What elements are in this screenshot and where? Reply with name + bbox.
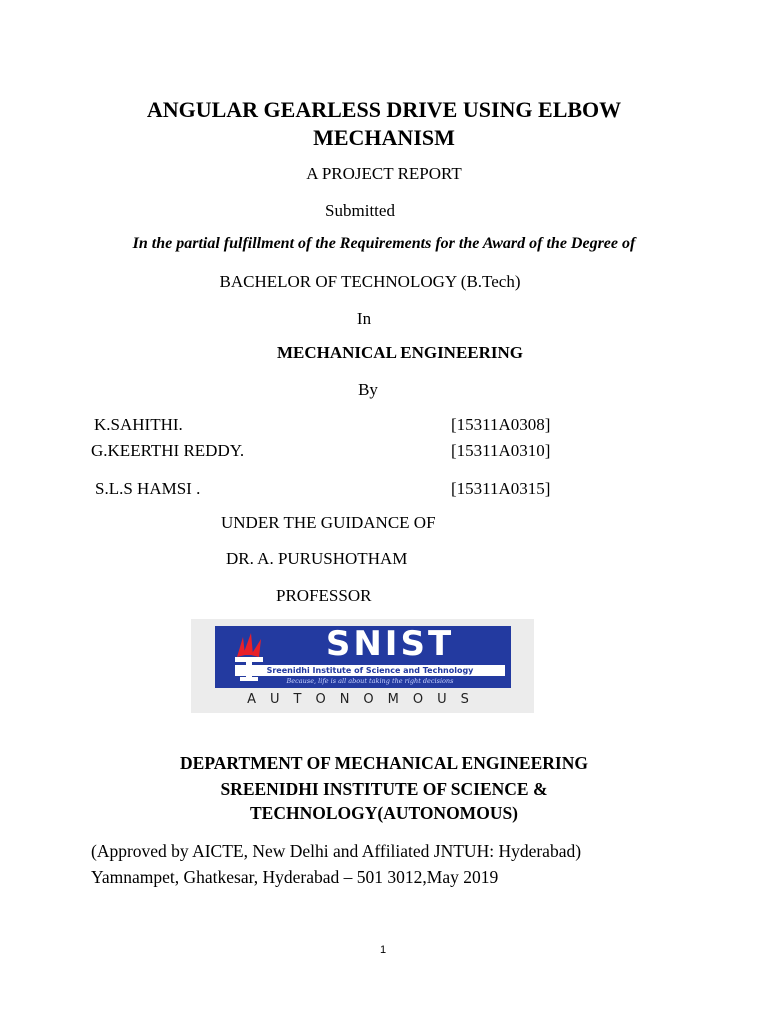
student-name: G.KEERTHI REDDY. <box>91 441 245 460</box>
logo-tagline: Because, life is all about taking the right decisions <box>286 677 454 685</box>
department-line-1: DEPARTMENT OF MECHANICAL ENGINEERING <box>180 753 588 773</box>
student-roll: [15311A0310] <box>451 441 551 460</box>
submitted-label: Submitted <box>325 201 395 220</box>
guide-designation: PROFESSOR <box>276 586 372 605</box>
student-name: S.L.S HAMSI . <box>95 479 201 498</box>
logo-institute-name: Sreenidhi Institute of Science and Technology <box>235 665 505 676</box>
page-number: 1 <box>380 944 387 956</box>
report-title-line-1: ANGULAR GEARLESS DRIVE USING ELBOW <box>146 97 622 122</box>
approval-line: (Approved by AICTE, New Delhi and Affiliated JNTUH: Hyderabad) <box>91 841 582 861</box>
department-line-2: SREENIDHI INSTITUTE OF SCIENCE & <box>220 779 548 799</box>
student-roll: [15311A0308] <box>451 415 551 434</box>
student-roll: [15311A0315] <box>451 479 551 498</box>
guidance-label: UNDER THE GUIDANCE OF <box>221 513 436 532</box>
report-title-line-2: MECHANISM <box>313 125 455 150</box>
snist-logo <box>191 619 534 713</box>
logo-wordmark: SNIST <box>325 624 455 664</box>
address-line: Yamnampet, Ghatkesar, Hyderabad – 501 3012,May 2019 <box>91 867 499 887</box>
department-line-3: TECHNOLOGY(AUTONOMOUS) <box>249 803 519 823</box>
student-name: K.SAHITHI. <box>94 415 183 434</box>
guide-name: DR. A. PURUSHOTHAM <box>226 549 408 568</box>
by-label: By <box>358 380 378 399</box>
branch-name: MECHANICAL ENGINEERING <box>276 343 524 362</box>
report-type: A PROJECT REPORT <box>306 164 462 183</box>
fulfillment-statement: In the partial fulfillment of the Requirements for the Award of the Degree of <box>132 235 636 252</box>
degree-name: BACHELOR OF TECHNOLOGY (B.Tech) <box>219 272 521 291</box>
in-label: In <box>356 309 372 328</box>
logo-autonomous-label: AUTONOMOUS <box>247 692 483 707</box>
